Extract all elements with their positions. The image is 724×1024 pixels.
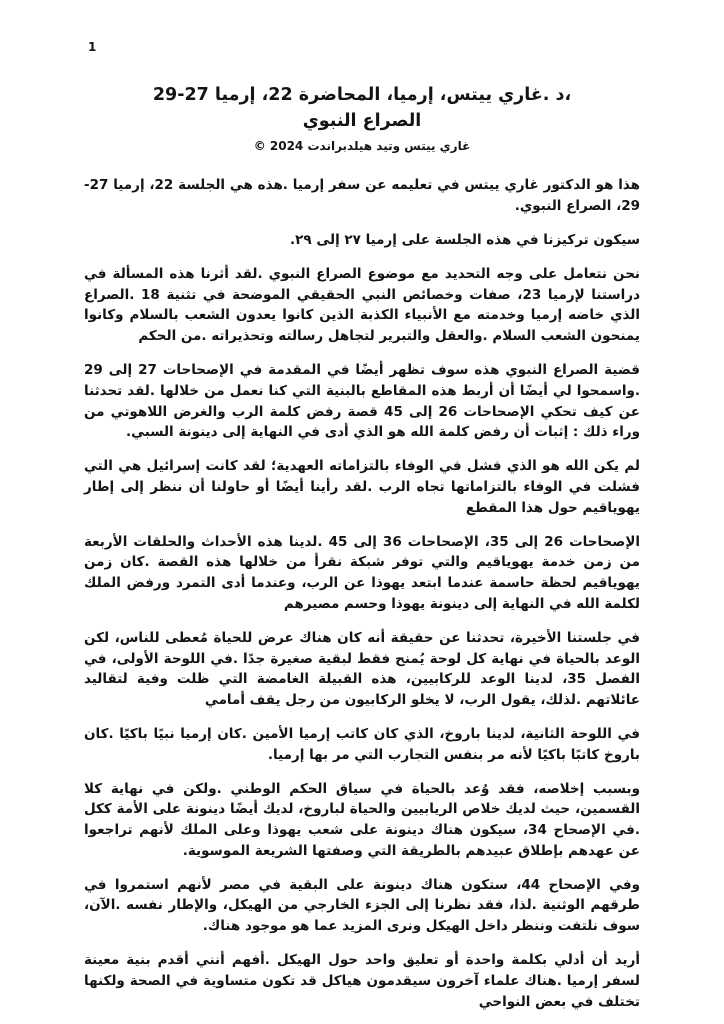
page-number: 1 (88, 40, 97, 54)
document-header (0, 0, 724, 153)
paragraph: وفي الإصحاح 44، ستكون هناك دينونة على البقية في مصر لأنهم استمروا في طرقهم الوثنية .لذا، فقد نظرنا إلى الجزء الخارجي من الهيكل، والإطار نفسه .الآن، سوف نلتفت وننظر داخل الهيكل ونرى المزيد عما هو موجود هناك. (84, 876, 640, 935)
paragraph: الإصحاحات 26 إلى 35، الإصحاحات 36 إلى 45 .لدينا هذه الأحداث والحلقات الأربعة من زمن خدمة يهوياقيم والتي توفر شبكة نقرأ من خلالها هذه القصة .كان زمن يهوياقيم لحظة حاسمة عندما ابتعد يهوذا عن الرب، وعندما أدى التمرد ورفض الملك لكلمة الله في النهاية إلى دينونة يهوذا وحسم مصيرهم (84, 533, 641, 612)
paragraph: في اللوحة الثانية، لدينا باروخ، الذي كان كاتب إرميا الأمين .كان إرميا نبيًا باكيًا .كان باروخ كاتبًا باكيًا لأنه مر بنفس التجارب التي مر بها إرميا. (84, 725, 640, 763)
paragraph: وبسبب إخلاصه، فقد وُعد بالحياة في سياق الحكم الوطني .ولكن في نهاية كلا القسمين، حيث لديك خلاص الريابيين والحياة لباروخ، لديك أيضًا دينونة على الأمة ككل .في الإصحاح 34، سيكون هناك دينونة على شعب يهوذا وعلى الملك لأنهم تراجعوا عن عهدهم بإطلاق عبيدهم بالطريقة التي وصفتها الشريعة الموسوية. (84, 780, 641, 859)
document-subtitle: الصراع النبوي (302, 110, 422, 131)
paragraph: في جلستنا الأخيرة، تحدثنا عن حقيقة أنه كان هناك عرض للحياة مُعطى للناس، لكن الوعد بالحياة في نهاية كل لوحة يُمنح فقط لبقية صغيرة جدًا .في اللوحة الأولى، في الفصل 35، لدينا الوعد للركابيين، هذه القبيلة الغامضة التي ظلت وفية لتقاليد عائلاتهم .لذلك، يقول الرب، لا يخلو الركابيون من رجل يقف أمامي (84, 629, 641, 709)
paragraph: لم يكن الله هو الذي فشل في الوفاء بالتزاماته العهدية؛ لقد كانت إسرائيل هي التي فشلت في الوفاء بالتزاماتها تجاه الرب .لقد رأينا أيضًا أو حاولنا أن ننظر إلى إطار يهوياقيم حول هذا المقطع (84, 458, 640, 516)
document-body (0, 153, 724, 1012)
copyright-line: غاري ييتس وتيد هيلدبراندت 2024 © (253, 139, 471, 154)
paragraph: أريد أن أدلي بكلمة واحدة أو تعليق واحد حول الهيكل .أفهم أنني أقدم بنية معينة لسفر إرميا .هناك علماء آخرون سيقدمون هياكل قد تكون متساوية في الصحة ولكنها تختلف في بعض النواحي (84, 952, 640, 1010)
paragraph: نحن نتعامل على وجه التحديد مع موضوع الصراع النبوي .لقد أثرنا هذه المسألة في دراستنا لإرميا 23، صفات وخصائص النبي الحقيقي الموضحة في تثنية 18 .الصراع الذي خاضه إرميا وخدمته مع الأنبياء الكذبة الذين كانوا يعدون الشعب بالسلام وكانوا يمنحون الشعب السلام .والعقل والتبرير لتجاهل رسالته وتحذيراته .من الحكم (84, 265, 640, 345)
paragraph: هذا هو الدكتور غاري ييتس في تعليمه عن سفر إرميا .هذه هي الجلسة 22، إرميا 27-29، الصراع النبوي. (84, 177, 641, 215)
paragraph: سيكون تركيزنا في هذه الجلسة على إرميا ٢٧ إلى ٢٩. (290, 231, 640, 248)
paragraph: قضية الصراع النبوي هذه سوف تظهر أيضًا في المقدمة في الإصحاحات 27 إلى 29 .واسمحوا لي أيضًا أن أربط هذه المقاطع بالبنية التي كنا نعمل من خلالها .لقد تحدثنا عن كيف تحكي الإصحاحات 26 إلى 45 قصة رفض كلمة الرب والغرض اللاهوتي من وراء ذلك : إثبات أن رفض كلمة الله هو الذي أدى في النهاية إلى دينونة السبي. (84, 361, 640, 441)
document-title: ،د .غاري ييتس، إرميا، المحاضرة 22، إرميا 27-29 (152, 85, 572, 105)
